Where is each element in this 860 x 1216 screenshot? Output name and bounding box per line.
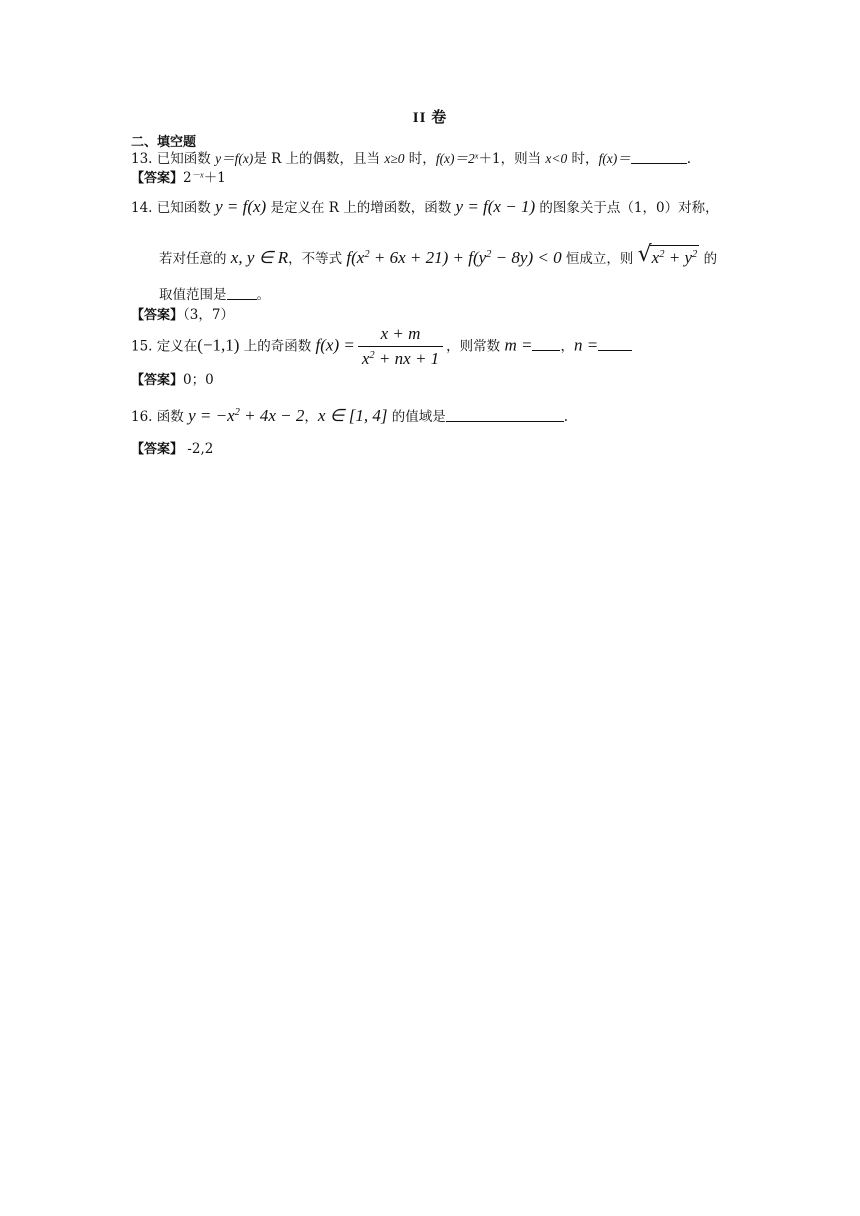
q13-answer: 【答案】$2^{-x}+1$ — [131, 170, 226, 186]
q15-answer: 【答案】0；0 — [131, 372, 214, 388]
answer-blank — [446, 409, 564, 422]
answer-label: 【答案】 — [131, 442, 184, 457]
fraction: $\frac{x + m}{x^2 + nx + 1}$ — [358, 324, 443, 370]
q14-answer: 【答案】（3，7） — [131, 307, 234, 323]
q13-number: 13. — [131, 151, 153, 167]
q15-number: 15. — [131, 338, 153, 355]
answer-blank — [532, 338, 560, 351]
q14-line-3: 取值范围是 。 — [159, 287, 270, 303]
q16-answer: 【答案】 -2,2 — [131, 441, 214, 457]
square-root-expression: √ $x^2 + y^2$ — [637, 242, 698, 267]
section-title: 二、填空题 — [131, 135, 197, 150]
q14-number: 14. — [131, 200, 153, 216]
q16-number: 16. — [131, 409, 153, 425]
answer-blank — [631, 151, 687, 164]
question-13: 13. 已知函数 y＝f(x)是 R 上的偶数，且当 x≥0 时，$f(x)=2^x+1$，则当 x<0 时，f(x)＝ . — [131, 151, 692, 167]
question-14: 14. 已知函数 y = f(x) 是定义在 R 上的增函数，函数 y = f(x − 1) 的图象关于点（1，0）对称， — [131, 197, 719, 216]
q14-line-2: 若对任意的 x, y ∈ R，不等式 $f(x^2 + 6x + 21) + f(y^2 - 8y) < 0$ 恒成立，则 √ $x^2 + y^2$ 的 — [159, 242, 718, 267]
volume-title: II 卷 — [412, 110, 448, 126]
question-16: 16. 函数 $y = -x^2 + 4x - 2$，x ∈ [1, 4] 的值域是 . — [131, 406, 569, 425]
answer-label: 【答案】 — [131, 171, 184, 186]
question-15: 15. 定义在(−1,1) 上的奇函数 f(x) = $\frac{x + m}{x^2 + nx + 1}$ ，则常数 m = ，n = — [131, 324, 632, 370]
answer-blank — [598, 338, 632, 351]
answer-label: 【答案】 — [131, 308, 184, 323]
answer-blank — [227, 287, 257, 300]
answer-label: 【答案】 — [131, 373, 184, 388]
